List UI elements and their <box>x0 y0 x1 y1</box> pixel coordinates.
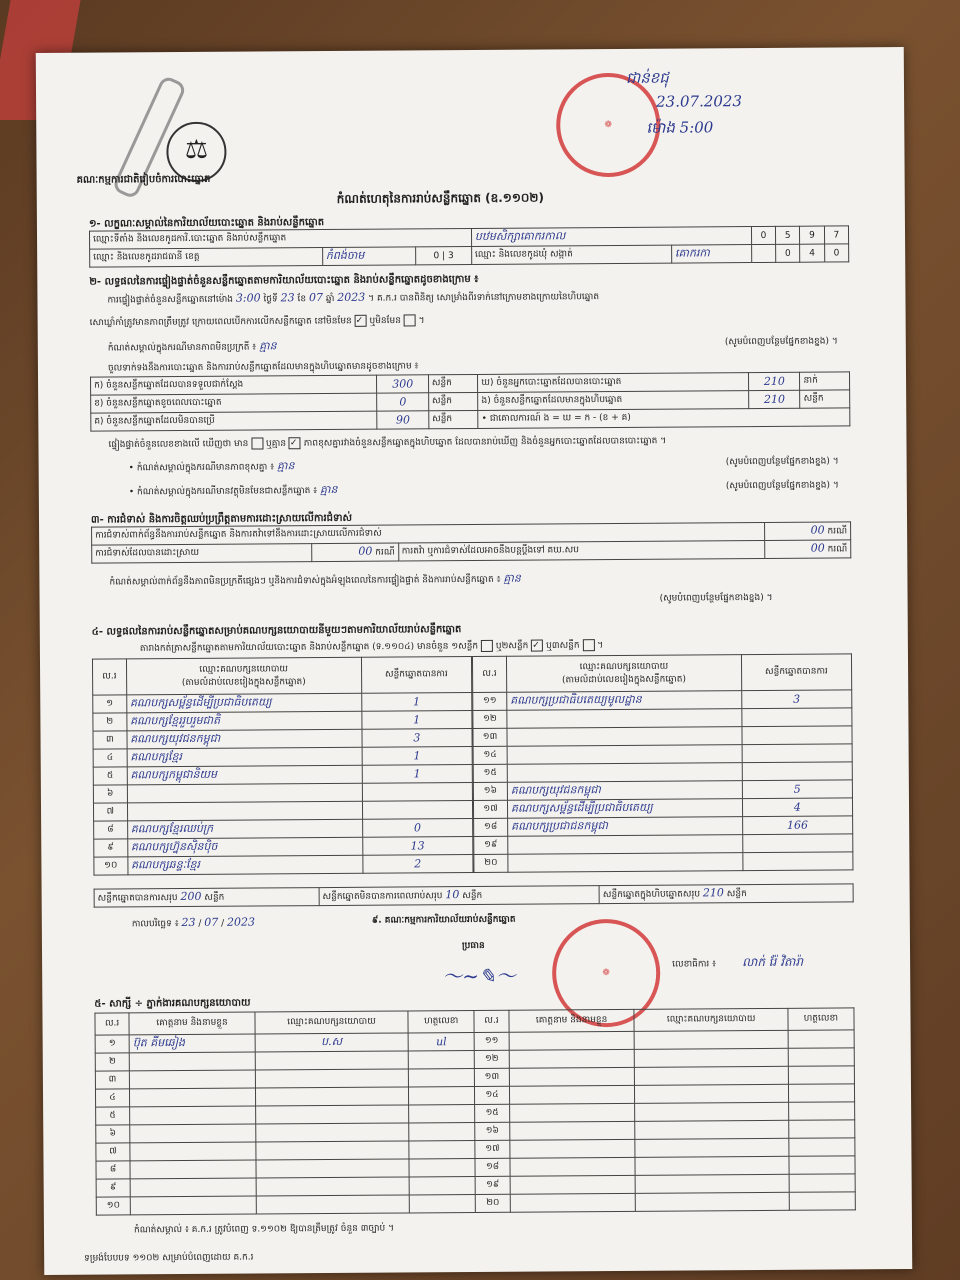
witness-table <box>94 1007 855 1215</box>
resolved-value: 00 ករណី <box>312 543 398 562</box>
footer-note: កំណត់សម្គាល់ ៖ គ.ក.រ ត្រូវបំពេញ ទ.១១០២ ឱ្យបានត្រឹមត្រូវ ចំនួន ៣ច្បាប់ ។ <box>133 1223 395 1236</box>
complaint-value: 00 ករណី <box>764 522 850 541</box>
party-party <box>508 853 743 873</box>
witness-cell: ១២ <box>475 1050 510 1068</box>
witness-cell: ៤ <box>95 1089 129 1107</box>
witness-cell <box>255 1051 408 1070</box>
w-col-party: ឈ្មោះគណបក្សនយោបាយ <box>634 1008 787 1031</box>
location-label: ឈ្មោះទីតាំង និងលេខកូដការិ.បោះឆ្នោត និងរាប់សន្លឹកឆ្នោត <box>89 229 471 250</box>
province-code: 0 | 3 <box>416 247 472 265</box>
party-votes <box>742 834 852 853</box>
witness-cell <box>409 1123 475 1141</box>
party-party: គណបក្សខ្មែររួបរួមជាតិ <box>126 711 361 731</box>
stamp-handwriting-time: ម៉ោង 5:00 <box>646 118 714 137</box>
party-party <box>507 745 742 765</box>
col-no-header: ល.រ <box>92 659 126 695</box>
total-box: សន្លឹកឆ្នោតក្នុងហិបឆ្នោតសរុប 210 សន្លឹក <box>599 884 853 904</box>
party-no: ៤ <box>93 749 127 767</box>
verify-line-2: សោឃ្លាំកាំត្រូវមានភាពត្រឹមត្រូវ ក្រោយពេលបើកការលើកសន្លឹកឆ្នោត នៅមិនមែន ✓ ឬមិនមែន ។ <box>89 315 425 329</box>
witness-cell <box>409 1141 475 1159</box>
party-votes <box>362 801 472 820</box>
witness-cell <box>509 1049 635 1068</box>
party-party <box>507 727 742 747</box>
witness-cell <box>788 1066 854 1084</box>
section3-title: ៣- ការជំទាស់ និងការចិត្តឈប់ប្រព្រឹត្តតាមការដោះស្រាយលើការជំទាស់ <box>90 512 353 526</box>
witness-cell <box>130 1196 256 1215</box>
commune-value: គោករកា <box>671 245 751 264</box>
col-no-header: ល.រ <box>472 656 506 692</box>
witness-cell <box>130 1088 256 1107</box>
party-party: គណបក្សយុវជនកម្ពុជា <box>127 729 362 749</box>
appeal-label: ការតវ៉ា ឬការជំទាស់ដែលអាចនឹងបន្តប្តឹងទៅ គឃ.សប <box>398 540 764 561</box>
party-votes: 1 <box>362 765 472 784</box>
party-no: ៨ <box>94 821 128 839</box>
party-no: ១ <box>93 695 127 713</box>
checkbox-1-sheet[interactable] <box>481 640 493 652</box>
party-party: គណបក្សហ្វ៊ុនស៊ិនប៉ិច <box>127 837 362 857</box>
object-note: • កំណត់សម្គាល់ក្នុងករណីមានវត្ថុមិនមែនជាសន្លឹកឆ្នោត ៖ គ្មាន (សូមបំពេញបន្ថែមផ្នែកខាងខ្នង) ។ <box>128 480 839 498</box>
witness-cell <box>256 1141 409 1160</box>
witness-cell: ១៦ <box>475 1122 510 1140</box>
witness-cell <box>635 1102 788 1121</box>
party-no: ៩ <box>94 839 128 857</box>
election-form-paper <box>36 47 913 1275</box>
witness-cell: ប៊ុត គីមឆៀង <box>129 1034 255 1053</box>
commune-code-digit: 0 <box>824 244 849 262</box>
witness-cell <box>509 1031 635 1050</box>
party-votes <box>743 852 853 871</box>
witness-cell <box>408 1051 474 1069</box>
party-party <box>507 709 742 729</box>
witness-cell <box>409 1105 475 1123</box>
party-votes: 3 <box>362 729 472 748</box>
col-party-header: ឈ្មោះគណបក្សនយោបាយ (តាមលំដាប់លេខរៀងក្នុងសន្លឹកឆ្នោត) <box>506 655 741 693</box>
party-votes <box>742 744 852 763</box>
witness-cell: ១០ <box>96 1197 130 1215</box>
checkbox-yes[interactable]: ✓ <box>355 315 367 327</box>
section5-title: ៥- សាក្សី ÷ ភ្នាក់ងារគណបក្សនយោបាយ <box>94 997 251 1010</box>
witness-cell <box>256 1177 409 1196</box>
party-votes: 2 <box>362 855 472 874</box>
count-label: ង) ចំនួនសន្លឹកឆ្នោតដែលមានក្នុងហិបឆ្នោត <box>478 391 749 411</box>
witness-cell: ២០ <box>476 1194 511 1212</box>
party-party <box>127 783 362 803</box>
formula-label: • ជាគោលការណ៍ ង = ឃ = ក - (ខ + គ) <box>478 408 850 429</box>
witness-cell <box>635 1066 788 1085</box>
count-value: 90 <box>377 411 428 429</box>
code-digit: 9 <box>800 226 824 244</box>
difference-note: • កំណត់សម្គាល់ក្នុងករណីមានភាពខុសគ្នា ៖ គ្មាន (សូមបំពេញបន្ថែមផ្នែកខាងខ្នង) ។ <box>128 456 839 474</box>
witness-cell: ul <box>408 1033 474 1051</box>
witness-cell <box>130 1160 256 1179</box>
party-no: ១២ <box>473 710 507 728</box>
witness-cell <box>256 1123 409 1142</box>
blank-cell <box>751 244 775 262</box>
w-col-name: គោត្តនាម និងនាមខ្លួន <box>509 1009 635 1032</box>
checkbox-no[interactable] <box>404 314 416 326</box>
w-col-name: គោត្តនាម និងនាមខ្លួន <box>129 1012 255 1035</box>
party-votes: 4 <box>742 798 852 817</box>
party-party: គណបក្សកម្ពុជានិយម <box>127 765 362 785</box>
section3-note: កំណត់សម្គាល់ពាក់ព័ន្ធនឹងភាពមិនប្រក្រតីផ្សេងៗ ឬនិងការជំទាស់ក្នុងអំឡុងពេលនៃការផ្ទៀងផ្ទាត់ និងការរាប់សន្លឹកឆ្នោត ៖ គ្មាន <box>109 571 521 588</box>
witness-cell <box>788 1102 854 1120</box>
witness-cell <box>635 1084 788 1103</box>
witness-cell <box>129 1052 255 1071</box>
witness-cell <box>509 1121 635 1140</box>
count-label: ខ) ចំនួនសន្លឹកឆ្នោតខូចពេលបោះឆ្នោត <box>91 393 378 413</box>
party-party: គណបក្សប្រជាជនកម្ពុជា <box>508 817 743 837</box>
checkbox-2-sheets[interactable]: ✓ <box>531 640 543 652</box>
party-votes: 1 <box>361 711 471 730</box>
results-table-right <box>472 653 854 873</box>
witness-cell <box>509 1085 635 1104</box>
party-no: ៦ <box>93 785 127 803</box>
col-votes-header: សន្លឹកឆ្នោតបានការ <box>361 657 472 694</box>
witness-cell: ៨ <box>96 1161 130 1179</box>
secretary-label: លេខាធិការ ៖ <box>672 959 717 970</box>
witness-cell <box>635 1138 788 1157</box>
count-unit: សន្លឹក <box>428 392 478 410</box>
party-party <box>508 835 743 855</box>
chair-label: ប្រធាន <box>461 940 485 952</box>
party-no: ១១ <box>473 692 507 710</box>
party-no: ១៥ <box>473 764 507 782</box>
province-label: ឈ្មោះ និងលេខកូដរាជធានី ខេត្ត <box>90 248 323 268</box>
witness-cell: ១៣ <box>475 1068 510 1086</box>
w-col-no: ល.រ <box>474 1010 509 1032</box>
official-seal-bottom: ❁ <box>552 919 661 1028</box>
party-votes: 0 <box>362 819 472 838</box>
party-party: គណបក្សឆន្ទៈខ្មែរ <box>127 855 362 875</box>
witness-cell <box>409 1159 475 1177</box>
commune-code-digit: 4 <box>800 244 824 262</box>
party-row <box>474 852 853 873</box>
committee-logo-icon: ⚖ <box>166 122 226 182</box>
witness-cell <box>255 1069 408 1088</box>
w-col-sign: ហត្ថលេខា <box>408 1011 474 1033</box>
party-no: ៧ <box>93 803 127 821</box>
party-party <box>507 763 742 783</box>
col-votes-header: សន្លឹកឆ្នោតបានការ <box>741 654 852 691</box>
party-votes: 5 <box>742 780 852 799</box>
party-no: ១៤ <box>473 746 507 764</box>
section3-fill-hint: (សូមបំពេញបន្ថែមផ្នែកខាងខ្នង) ។ <box>659 592 773 604</box>
witness-cell <box>510 1193 636 1212</box>
count-value: 210 <box>749 372 800 390</box>
witness-cell: ២ <box>95 1053 129 1071</box>
results-table-left <box>92 656 474 876</box>
code-digit: 5 <box>776 226 800 244</box>
party-no: ១៣ <box>473 728 507 746</box>
witness-cell: ១ <box>95 1035 129 1053</box>
counts-intro: ចួលទាក់ទងនឹងការបោះឆ្នោត និងការរាប់សន្លឹកឆ្នោតដែលមានក្នុងហិបឆ្នោតមានដូចខាងក្រោម ៖ <box>107 361 419 374</box>
resolved-label: ការជំទាស់ដែលបានដោះស្រាយ <box>92 544 312 564</box>
checkbox-none[interactable]: ✓ <box>289 437 301 449</box>
witness-cell <box>789 1174 855 1192</box>
witness-cell <box>636 1174 789 1193</box>
witness-cell <box>409 1177 475 1195</box>
party-votes <box>742 708 852 727</box>
witness-cell <box>635 1048 788 1067</box>
witness-cell <box>509 1103 635 1122</box>
committee-name: គណៈកម្មការជាតិរៀបចំការបោះឆ្នោត <box>76 173 211 186</box>
party-party: គណបក្សខ្មែរឈប់ក្រ <box>127 819 362 839</box>
party-party: គណបក្សសម្ព័ន្ធដើម្បីប្រជាធិបតេយ្យ <box>507 799 742 819</box>
form-title: កំណត់ហេតុនៃការរាប់សន្លឹកឆ្នោត (ឧ.១១០២) <box>336 190 545 206</box>
code-digit: 7 <box>824 226 849 244</box>
code-digit: 0 <box>751 226 775 244</box>
witness-cell <box>788 1120 854 1138</box>
witness-cell <box>409 1087 475 1105</box>
party-party: គណបក្សយុវជនកម្ពុជា <box>507 781 742 801</box>
witness-cell <box>509 1067 635 1086</box>
count-unit: សន្លឹក <box>800 390 850 408</box>
party-no: ៥ <box>93 767 127 785</box>
location-value: បឋមសិក្សាគោករកាល <box>471 227 751 247</box>
verify-line-1: ការផ្ទៀងផ្ទាត់ចំនួនសន្លឹកឆ្នោតនៅម៉ោង 3:00 ថ្ងៃទី 23 ខែ 07 ឆ្នាំ 2023 ។ គ.ក.រ បានពិនិត្យ សោម្រាំងពីរទាក់នៅក្រោមខាងក្រោយនៃហិបឆ្នោត <box>107 290 600 306</box>
total-invalid: សន្លឹកឆ្នោតមិនបានការពេលរាប់សរុប 10 សន្លឹក <box>319 886 599 906</box>
complaint-label: ការជំទាស់ពាក់ព័ន្ធនឹងការរាប់សន្លឹកឆ្នោត និងការតវ៉ាទៅនឹងការដោះស្រាយលើការជំទាស់ <box>92 522 765 545</box>
witness-cell <box>130 1178 256 1197</box>
section4-intro: តារាងកត់ត្រាសន្លឹកឆ្នោតតាមការិយាល័យបោះឆ្នោត និងរាប់សន្លឹកឆ្នោត (ទ.១១០៤) មានចំនួន ១សន្លឹក ឬ២សន្លឹក ✓ ឬ៣សន្លឹក ។ <box>139 640 604 654</box>
party-votes <box>742 726 852 745</box>
stamp-handwriting-date: 23.07.2023 <box>656 92 743 111</box>
witness-cell <box>255 1087 408 1106</box>
committee-label: ៩. គណៈកម្មការការិយាល័យរាប់សន្លឹកឆ្នោត <box>371 914 516 926</box>
section1-title: ១- លក្ខណៈសម្គាល់នៃការិយាល័យបោះឆ្នោត និងរាប់សន្លឹកឆ្នោត <box>88 217 325 230</box>
party-votes <box>362 783 472 802</box>
party-votes <box>742 762 852 781</box>
party-row <box>94 855 473 876</box>
witness-cell: ១១ <box>474 1032 509 1050</box>
stamp-handwriting-1: ជាន់ខជុ <box>625 68 669 87</box>
party-no: ២០ <box>474 854 508 872</box>
commune-label: ឈ្មោះ និងលេខកូដឃុំ សង្កាត់ <box>471 245 671 264</box>
party-party: គណបក្សសម្ព័ន្ធដើម្បីប្រជាធិបតេយ្យ <box>126 693 361 713</box>
witness-cell: ៧ <box>96 1143 130 1161</box>
w-col-party: ឈ្មោះគណបក្សនយោបាយ <box>255 1011 408 1034</box>
total-valid: សន្លឹកឆ្នោតបានការសរុប 200 សន្លឹក <box>94 888 319 908</box>
witness-cell <box>510 1139 636 1158</box>
witness-cell <box>130 1142 256 1161</box>
witness-cell: ១៥ <box>475 1104 510 1122</box>
count-value: 300 <box>377 375 428 393</box>
secretary-value: លាក់ រ៉ែ វិតារ៉ា <box>742 954 804 970</box>
counts-table <box>90 371 850 431</box>
witness-cell: ៣ <box>95 1071 129 1089</box>
party-votes: 166 <box>742 816 852 835</box>
count-unit: សន្លឹក <box>428 374 478 392</box>
witness-cell: ១៨ <box>475 1158 510 1176</box>
witness-cell: ៩ <box>96 1179 130 1197</box>
witness-cell: ១៩ <box>475 1176 510 1194</box>
witness-cell <box>788 1048 854 1066</box>
witness-cell <box>130 1124 256 1143</box>
party-no: ៣ <box>93 731 127 749</box>
count-label: ឃ) ចំនួនអ្នកបោះឆ្នោតដែលបានបោះឆ្នោត <box>478 373 749 393</box>
witness-cell <box>130 1106 256 1125</box>
count-label: ក) ចំនួនសន្លឹកឆ្នោតដែលបានទទួលជាក់ស្តែង <box>91 375 378 395</box>
count-unit: នាក់ <box>800 372 850 390</box>
witness-cell: ១៤ <box>475 1086 510 1104</box>
location-table <box>89 225 849 267</box>
witness-cell <box>256 1195 409 1214</box>
appeal-value: 00 ករណី <box>764 540 850 559</box>
witness-cell <box>510 1175 636 1194</box>
commune-code-digit: 0 <box>776 244 800 262</box>
count-unit: សន្លឹក <box>429 410 479 428</box>
party-no: ១០ <box>94 857 128 875</box>
w-col-no: ល.រ <box>95 1013 129 1035</box>
witness-cell <box>789 1138 855 1156</box>
party-no: ២ <box>93 713 127 731</box>
complaints-table <box>91 521 851 563</box>
witness-cell <box>635 1156 788 1175</box>
witness-cell <box>408 1069 474 1087</box>
witness-cell <box>635 1030 788 1049</box>
party-no: ១៧ <box>473 800 507 818</box>
witness-cell: ៥ <box>96 1107 130 1125</box>
col-party-header: ឈ្មោះគណបក្សនយោបាយ (តាមលំដាប់លេខរៀងក្នុងសន្លឹកឆ្នោត) <box>126 657 361 695</box>
check-line: ផ្ទៀងផ្ទាត់ចំនួនលេខខាងលើ ឃើញថា មាន ឬគ្មាន ✓ ភាពខុសគ្នារវាងចំនួនសន្លឹកឆ្នោតក្នុងហិបឆ្នោត ដែលបានរាប់ឃើញ និងចំនួនអ្នកបោះឆ្នោតដែលបានបោះឆ្នោត ។ <box>108 436 667 451</box>
totals-table <box>94 883 854 907</box>
count-label: គ) ចំនួនសន្លឹកឆ្នោតដែលមិនបានប្រើ <box>91 411 378 431</box>
official-seal-top: ❁ <box>556 73 661 178</box>
witness-cell <box>256 1159 409 1178</box>
checkbox-3-sheets[interactable] <box>582 639 594 651</box>
party-votes: 1 <box>362 747 472 766</box>
party-no: ១៩ <box>474 836 508 854</box>
witness-cell <box>636 1192 789 1211</box>
irregularity-note: កំណត់សម្គាល់ក្នុងករណីមានភាពមិនប្រក្រតី ៖ គ្មាន (សូមបំពេញបន្ថែមផ្នែកខាងខ្នង) ។ <box>107 336 838 354</box>
witness-cell <box>409 1195 475 1213</box>
party-votes: 3 <box>741 690 851 709</box>
witness-cell: ប.ស <box>255 1033 408 1052</box>
party-votes: 1 <box>361 693 471 712</box>
section4-title: ៤- លទ្ធផលនៃការរាប់សន្លឹកឆ្នោតសម្រាប់គណបក្សនយោបាយនីមួយៗតាមការិយាល័យរាប់សន្លឹកឆ្នោត <box>91 624 462 638</box>
party-no: ១៨ <box>474 818 508 836</box>
count-value: 0 <box>377 393 428 411</box>
w-col-sign: ហត្ថលេខា <box>788 1008 854 1030</box>
party-party: គណបក្សខ្មែរ <box>127 747 362 767</box>
witness-cell: ៦ <box>96 1125 130 1143</box>
chair-signature: 〜∼✎〜 <box>442 963 516 989</box>
witness-cell <box>635 1120 788 1139</box>
party-votes: 13 <box>362 837 472 856</box>
party-party: គណបក្សប្រជាធិបតេយ្យមូលដ្ឋាន <box>507 691 742 711</box>
count-value: 210 <box>749 390 800 408</box>
witness-cell <box>255 1105 408 1124</box>
form-code: ទម្រង់បែបបទ ១១០២ សម្រាប់បំពេញដោយ គ.ក.រ <box>84 1252 254 1264</box>
witness-cell <box>789 1192 855 1210</box>
party-no: ១៦ <box>473 782 507 800</box>
checkbox-has[interactable] <box>251 437 263 449</box>
province-value: កំពង់ចាម <box>322 247 415 266</box>
witness-cell <box>788 1084 854 1102</box>
witness-cell <box>510 1157 636 1176</box>
party-party <box>127 801 362 821</box>
witness-cell: ១៧ <box>475 1140 510 1158</box>
witness-cell <box>788 1030 854 1048</box>
witness-cell <box>789 1156 855 1174</box>
section2-title: ២- លទ្ធផលនៃការផ្ទៀងផ្ទាត់ចំនួនសន្លឹកឆ្នោតតាមការិយាល័យបោះឆ្នោត និងរាប់សន្លឹកឆ្នោតដូចខាងក្រោម ៖ <box>89 273 479 288</box>
sign-date: កាលបរិច្ឆេទ ៖ 23 / 07 / 2023 <box>131 915 256 930</box>
witness-cell <box>129 1070 255 1089</box>
